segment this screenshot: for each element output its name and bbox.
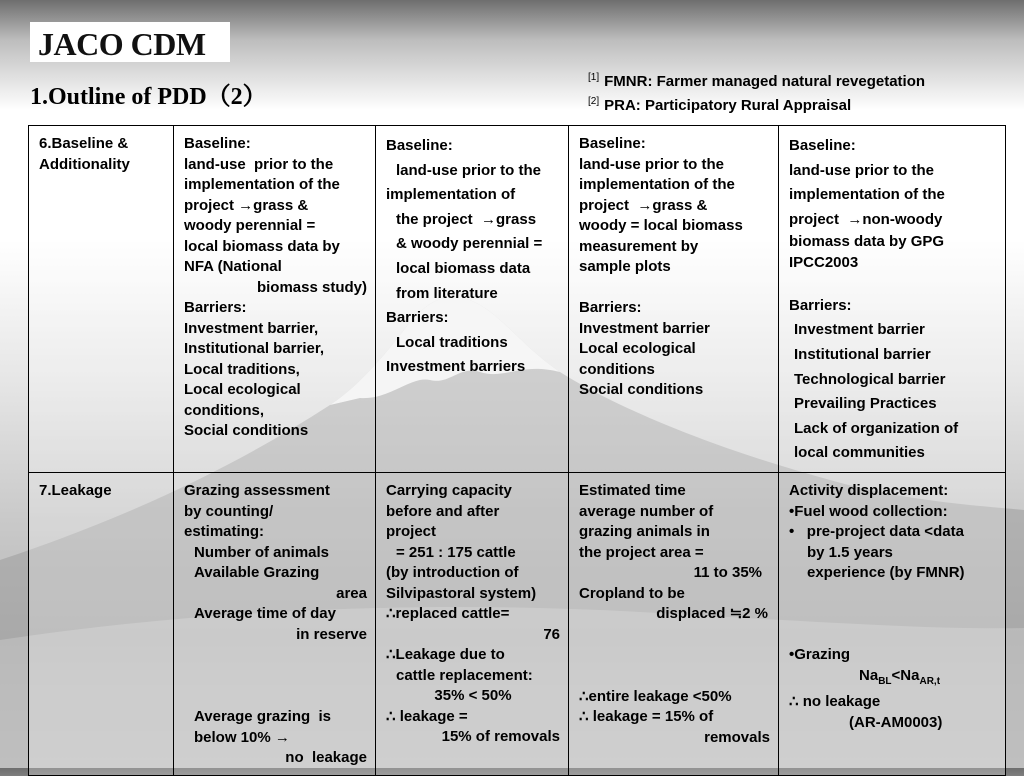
table-row-baseline — [29, 126, 1006, 473]
table-row-leakage — [29, 473, 1006, 776]
footnote-2: [2] PRA: Participatory Rural Appraisal — [588, 96, 852, 114]
cell-baseline-col3: Baseline: land-use prior to the implementation of the project →grass & woody = local biomass measurement by sample plots Barriers: Investment barrier Local ecological conditions Social conditions — [569, 126, 779, 473]
cell-baseline-col1: Baseline: land-use prior to the implementation of the project →grass & woody perennial = local biomass data by NFA (National biomass study) Barriers: Investment barrier, Institutional barrier, Local traditions, Local ecological conditions, Social conditions — [174, 126, 376, 473]
pdd-outline-table — [28, 125, 1006, 776]
row-label-baseline: 6.Baseline & Additionality — [29, 126, 174, 473]
cell-baseline-col2: Baseline: land-use prior to the implementation of the project →grass & woody perennial = local biomass data from literature Barriers: Local traditions Investment barriers — [376, 126, 569, 473]
cell-leakage-col3: Estimated time average number of grazing animals in the project area = 11 to 35% Cropland to be displaced ≒2 % ∴entire leakage <50% ∴ leakage = 15% of removals — [569, 473, 779, 776]
cell-leakage-col2: Carrying capacity before and after project = 251 : 175 cattle (by introduction of Silvipastoral system) ∴replaced cattle= 76 ∴Leakage due to cattle replacement: 35% < 50% ∴ leakage = 15% of removals — [376, 473, 569, 776]
bullet-icon: • — [789, 523, 795, 541]
row-label-leakage: 7.Leakage — [29, 473, 174, 776]
cell-leakage-col1: Grazing assessment by counting/ estimating: Number of animals Available Grazing area Average time of day in reserve Average grazing is below 10% → no leakage — [174, 473, 376, 776]
jaco-cdm-logo: JACO CDM — [30, 22, 230, 62]
page-title: 1.Outline of PDD（2） — [30, 84, 267, 110]
footnote-1: [1] FMNR: Farmer managed natural revegetation — [588, 72, 926, 90]
cell-baseline-col4: Baseline: land-use prior to the implementation of the project →non-woody biomass data by GPG IPCC2003 Barriers: Investment barrier Institutional barrier Technological barrier Prevailing Practices Lack of organization of local communities — [779, 126, 1006, 473]
na-comparison: $Na_{BL}<Na_{AR,t}$ — [859, 666, 941, 687]
footnotes — [588, 68, 925, 116]
cell-leakage-col4: Activity displacement: •Fuel wood collection: • pre-project data <data by 1.5 years experience (by FMNR) •Grazing $Na_{BL}<Na_{AR,t}$ ∴ no leakage (AR-AM0003) — [779, 473, 1006, 776]
